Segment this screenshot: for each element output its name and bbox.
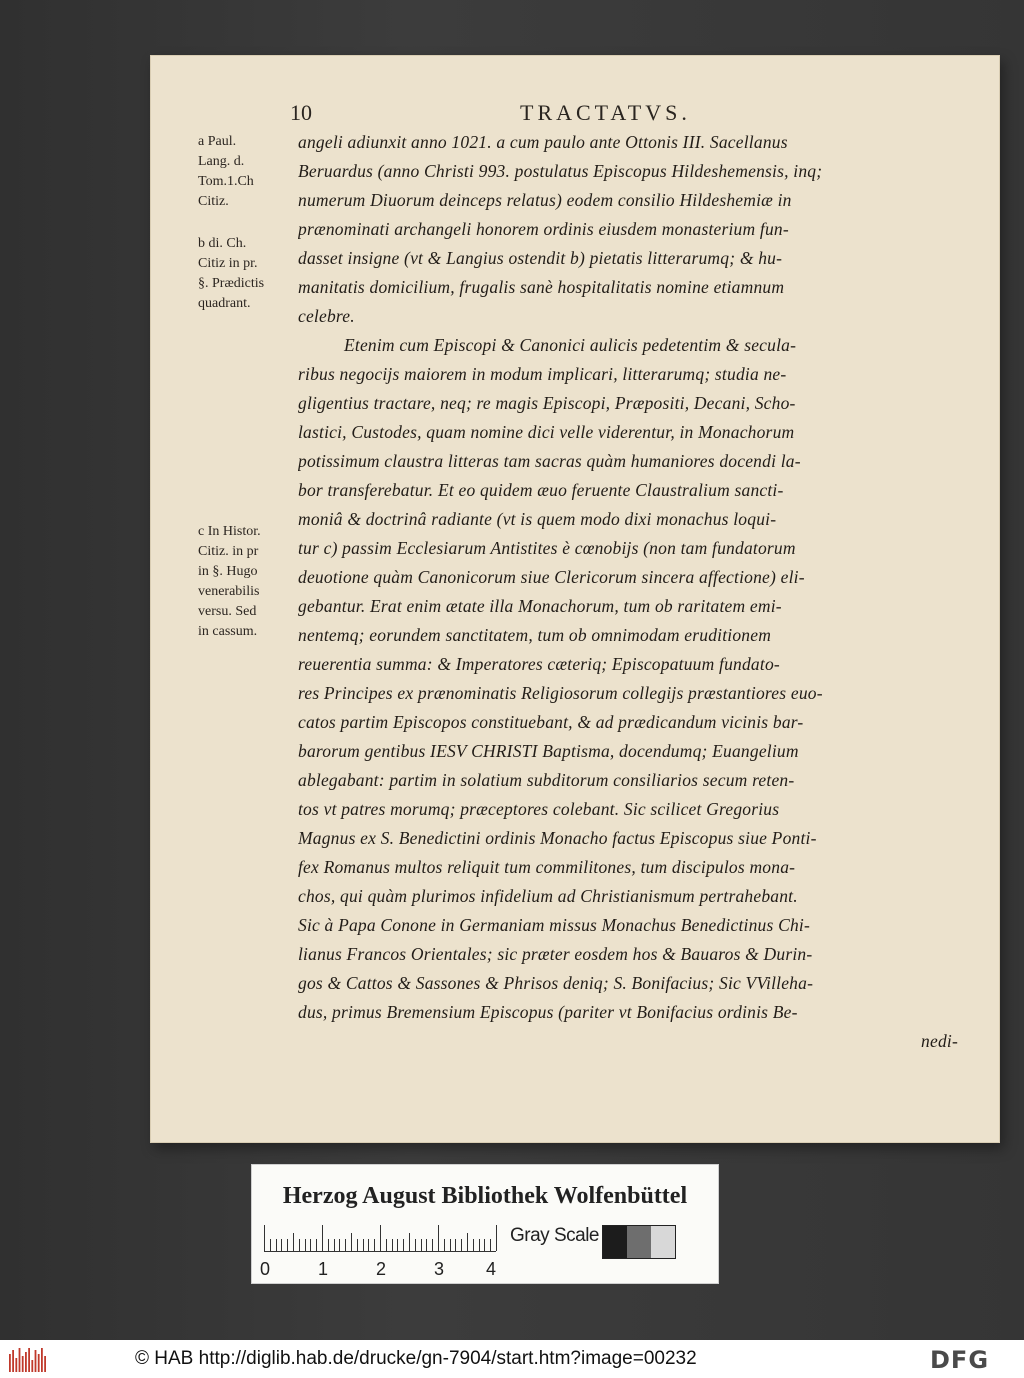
- text-line: bor transferebatur. Et eo quidem æuo feruente Claustralium sancti-: [298, 480, 784, 500]
- ruler-tick: [490, 1239, 491, 1251]
- text-line: Beruardus (anno Christi 993. postulatus Episcopus Hildeshemensis, inq;: [298, 161, 823, 181]
- ruler-tick: [484, 1239, 485, 1251]
- hab-logo-bar: [31, 1360, 33, 1372]
- margin-note-b: b di. Ch. Citiz in pr. §. Prædictis quadrant.: [198, 236, 265, 311]
- text-line: Magnus ex S. Benedictini ordinis Monacho factus Episcopus siue Ponti-: [298, 828, 817, 848]
- text-line: gebantur. Erat enim ætate illa Monachorum, tum ob raritatem emi-: [298, 596, 782, 616]
- ruler-tick: [299, 1239, 300, 1251]
- text-line: nedi-: [921, 1031, 958, 1051]
- gray-swatch-dark: [603, 1226, 627, 1258]
- hab-logo-bar: [44, 1356, 46, 1372]
- ruler-tick: [351, 1233, 352, 1251]
- ruler-tick: [334, 1239, 335, 1251]
- text-line: angeli adiunxit anno 1021. a cum paulo ante Ottonis III. Sacellanus: [298, 132, 788, 152]
- ruler-tick: [426, 1239, 427, 1251]
- text-line: prænominati archangeli honorem ordinis eiusdem monasterium fun-: [298, 219, 789, 239]
- ruler-tick: [322, 1225, 323, 1251]
- gray-scale-swatches: [602, 1225, 676, 1259]
- hab-logo-bar: [38, 1354, 40, 1372]
- text-line: catos partim Episcopos constituebant, & ad prædicandum vicinis bar-: [298, 712, 804, 732]
- text-line: ablegabant: partim in solatium subditorum consiliarios secum reten-: [298, 770, 795, 790]
- library-name: Herzog August Bibliothek Wolfenbüttel: [282, 1183, 688, 1209]
- ruler-tick: [479, 1239, 480, 1251]
- text-line: potissimum claustra litteras tam sacras quàm humaniores docendi la-: [298, 451, 801, 471]
- ruler-tick: [438, 1225, 439, 1251]
- text-line: Etenim cum Episcopi & Canonici aulicis pedetentim & secula-: [344, 335, 797, 355]
- text-line: numerum Diuorum deinceps relatus) eodem consilio Hildeshemiæ in: [298, 190, 792, 210]
- ruler-tick: [345, 1239, 346, 1251]
- ruler-tick: [415, 1239, 416, 1251]
- ruler-tick: [450, 1239, 451, 1251]
- ruler-tick: [287, 1239, 288, 1251]
- dfg-logo-icon: DFG: [930, 1346, 990, 1374]
- text-line: manitatis domicilium, frugalis sanè hospitalitatis nomine etiamnum: [298, 277, 785, 297]
- ruler-tick: [392, 1239, 393, 1251]
- ruler-tick: [281, 1239, 282, 1251]
- ruler-tick: [409, 1233, 410, 1251]
- ruler-number: 0: [260, 1259, 271, 1279]
- hab-logo-icon: [8, 1346, 48, 1374]
- ruler-tick: [374, 1239, 375, 1251]
- ruler-tick: [270, 1239, 271, 1251]
- hab-logo-bar: [35, 1350, 37, 1372]
- ruler-tick: [293, 1233, 294, 1251]
- ruler-tick: [461, 1239, 462, 1251]
- ruler-tick: [444, 1239, 445, 1251]
- text-line: barorum gentibus IESV CHRISTI Baptisma, docendumq; Euangelium: [298, 741, 799, 761]
- ruler: [264, 1223, 496, 1253]
- ruler-tick: [368, 1239, 369, 1251]
- text-line: tur c) passim Ecclesiarum Antistites è cœnobijs (non tam fundatorum: [298, 538, 796, 558]
- ruler-tick: [455, 1239, 456, 1251]
- text-line: chos, qui quàm plurimos infidelium ad Christianismum pertrahebant.: [298, 886, 798, 906]
- ruler-tick: [276, 1239, 277, 1251]
- ruler-tick: [403, 1239, 404, 1251]
- text-line: deuotione quàm Canonicorum siue Clericorum sincera affectione) eli-: [298, 567, 805, 587]
- text-line: dasset insigne (vt & Langius ostendit b) pietatis litterarumq; & hu-: [298, 248, 783, 268]
- ruler-tick: [305, 1239, 306, 1251]
- ruler-tick: [357, 1239, 358, 1251]
- text-line: lastici, Custodes, quam nomine dici velle viderentur, in Monachorum: [298, 422, 795, 442]
- gray-scale-label: Gray Scale: [510, 1225, 599, 1246]
- ruler-tick: [467, 1233, 468, 1251]
- ruler-number: 2: [376, 1259, 387, 1279]
- hab-logo-bar: [19, 1348, 21, 1372]
- text-line: reuerentia summa: & Imperatores cæteriq; Episcopatuum fundato-: [298, 654, 780, 674]
- ruler-baseline: [264, 1251, 496, 1252]
- text-line: lianus Francos Orientales; sic præter eosdem hos & Bauaros & Durin-: [298, 944, 813, 964]
- page-number: 10: [290, 100, 312, 125]
- text-line: gligentius tractare, neq; re magis Episcopi, Præpositi, Decani, Scho-: [298, 393, 796, 413]
- hab-logo-bar: [41, 1348, 43, 1372]
- ruler-tick: [432, 1239, 433, 1251]
- viewer-footer: [0, 1340, 1024, 1378]
- ruler-number: 4: [486, 1259, 497, 1279]
- scale-card: [251, 1164, 719, 1284]
- ruler-tick: [473, 1239, 474, 1251]
- gray-swatch-mid: [627, 1226, 651, 1258]
- ruler-tick: [380, 1225, 381, 1251]
- ruler-number: 1: [318, 1259, 329, 1279]
- ruler-tick: [316, 1239, 317, 1251]
- ruler-tick: [310, 1239, 311, 1251]
- text-line: nentemq; eorundem sanctitatem, tum ob omnimodam eruditionem: [298, 625, 772, 645]
- gray-swatch-light: [651, 1226, 675, 1258]
- margin-note-c: c In Histor. Citiz. in pr in §. Hugo venerabilis versu. Sed in cassum.: [198, 524, 261, 639]
- ruler-tick: [386, 1239, 387, 1251]
- text-line: fex Romanus multos reliquit tum commilitones, tum discipulos mona-: [298, 857, 796, 877]
- text-line: dus, primus Bremensium Episcopus (pariter vt Bonifacius ordinis Be-: [298, 1002, 798, 1022]
- text-line: ribus negocijs maiorem in modum implicari, litterarumq; studia ne-: [298, 364, 787, 384]
- hab-logo-bar: [9, 1354, 11, 1372]
- ruler-tick: [363, 1239, 364, 1251]
- text-line: celebre.: [298, 306, 355, 326]
- ruler-tick: [496, 1225, 497, 1251]
- hab-logo-bar: [28, 1348, 30, 1372]
- text-line: moniâ & doctrinâ radiante (vt is quem modo dixi monachus loqui-: [298, 509, 777, 529]
- hab-logo-bar: [12, 1350, 14, 1372]
- page-header: [290, 100, 940, 130]
- ruler-tick: [397, 1239, 398, 1251]
- running-head: TRACTATVS.: [520, 100, 691, 125]
- text-line: res Principes ex prænominatis Religiosorum collegijs præstantiores euo-: [298, 683, 823, 703]
- hab-logo-bar: [25, 1352, 27, 1372]
- margin-note-a: a Paul. Lang. d. Tom.1.Ch Citiz.: [198, 134, 254, 209]
- ruler-tick: [421, 1239, 422, 1251]
- text-line: tos vt patres morumq; præceptores colebant. Sic scilicet Gregorius: [298, 799, 780, 819]
- copyright-link[interactable]: © HAB http://diglib.hab.de/drucke/gn-7904/start.htm?image=00232: [135, 1348, 697, 1369]
- text-line: Sic à Papa Conone in Germaniam missus Monachus Benedictinus Chi-: [298, 915, 810, 935]
- ruler-tick: [264, 1225, 265, 1251]
- ruler-tick: [339, 1239, 340, 1251]
- hab-logo-bar: [15, 1358, 17, 1372]
- ruler-number: 3: [434, 1259, 445, 1279]
- ruler-tick: [328, 1239, 329, 1251]
- hab-logo-bar: [22, 1356, 24, 1372]
- text-line: gos & Cattos & Sassones & Phrisos deniq; S. Bonifacius; Sic VVilleha-: [298, 973, 814, 993]
